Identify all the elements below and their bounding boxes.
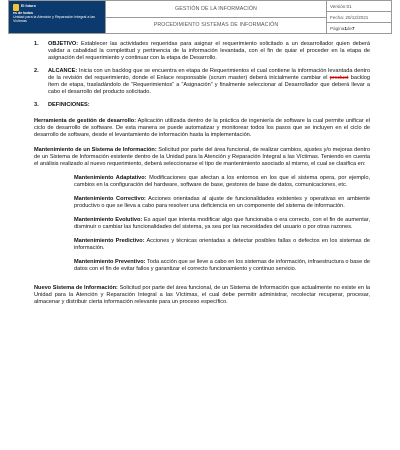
maintenance-type-text: Modificaciones que afectan a los entornos en los que el sistema opera, por ejemplo, cambios en la configuración del hardware, software de base, gestores de base de datos, comunicaciones, etc. bbox=[74, 174, 370, 188]
header-date: Fecha: 20/12/2021 bbox=[327, 11, 391, 22]
maintenance-type-text: Toda acción que se lleve a cabo en los sistemas de información, infraestructura o base de datos con el fin de evitar fallos y garantizar el correcto funcionamiento y continuo servicio. bbox=[74, 259, 370, 273]
section-alcance bbox=[34, 68, 370, 96]
definition-term: Herramienta de gestión de desarrollo: bbox=[34, 118, 137, 125]
maintenance-type-item bbox=[74, 238, 370, 252]
logo-line2: es de todos bbox=[13, 11, 33, 15]
definition-text: Solicitud por parte del área funcional, de un Sistema de Información que actualmente no existe en la Unidad para la Atención y Reparación Integral a las Víctimas, el cual debe permitir administrar, recolectar recuperar, procesar, almacenar y distribuir cierta información relevante para un proceso específico. bbox=[34, 285, 370, 306]
definition-text: Aplicación utilizada dentro de la práctica de ingeniería de software la cual permite unificar el ciclo de desarrollo de software. De esta manera se puede automatizar y monitorear todos los pasos que se incluyen en el ciclo de desarrollo de software, desde el levantamiento de información hasta la implementación. bbox=[34, 118, 370, 139]
document-body bbox=[34, 41, 370, 313]
maintenance-type-text: Es aquel que intenta modificar algo que funcionaba o era correcto, con el fin de aumentar, disminuir o cambiar las funcionalidades del sistema, ya sea por las necesidades del usuario o por otras razones. bbox=[74, 216, 371, 230]
maintenance-type-label: Mantenimiento Evolutivo: bbox=[74, 216, 143, 223]
definition-text: Solicitud por parte del área funcional, de realizar cambios, ajustes y/o mejoras dentro de un Sistema de Información existente dentro de la Unidad para la Atención y Reparación Integral a las Víctimas. Teniendo en cuenta el análisis realizado al nuevo requerimiento, deberá seleccionarse el tipo de mantenimiento asociado al mismo, el cual se clasifica en: bbox=[34, 146, 370, 167]
institution-logo bbox=[9, 1, 105, 33]
section-definiciones bbox=[34, 102, 370, 109]
document-header bbox=[8, 0, 392, 34]
maintenance-type-label: Mantenimiento Adaptativo: bbox=[74, 174, 147, 181]
header-title-bottom: PROCEDIMIENTO SISTEMAS DE INFORMACIÓN bbox=[106, 17, 326, 34]
section-text-continued: backlog ítem de etapa, trasladándolo de “Requerimientos” a “Asignación” y finalmente seleccionar al Desarrollador que deberá llevar a cabo el desarrollo del producto solicitado. bbox=[48, 75, 370, 96]
section-text: Establecer las actividades requeridas para asignar el requerimiento solicitado a un desarrollador quien deberá validar a cabalidad la completitud y pertinencia de la información levantada, con el fin de quiar el proceder en la etapa de asignación del requerimiento y continuar con la etapa de Desarrollo. bbox=[48, 41, 370, 62]
section-number: 2. bbox=[34, 68, 39, 75]
maintenance-type-label: Mantenimiento Correctivo: bbox=[74, 195, 146, 202]
definition-mantenimiento bbox=[34, 147, 370, 168]
section-label: OBJETIVO: bbox=[48, 41, 79, 47]
maintenance-type-item bbox=[74, 196, 370, 210]
definition-herramienta bbox=[34, 118, 370, 139]
maintenance-type-item bbox=[74, 259, 370, 273]
definition-term: Mantenimiento de un Sistema de Información: bbox=[34, 146, 157, 153]
header-title-block bbox=[105, 1, 327, 33]
section-objetivo bbox=[34, 41, 370, 62]
maintenance-type-text: Acciones orientadas al ajuste de funcionalidades existentes y operativas en ambiente productivo o que se lleva a cabo para resolver una deficiencia en un componente del sistema de información. bbox=[74, 195, 370, 209]
maintenance-type-text: Acciones y técnicas orientadas a detectar posibles fallas o defectos en los sistemas de información. bbox=[74, 237, 370, 251]
section-label: ALCANCE: bbox=[48, 68, 78, 75]
maintenance-type-label: Mantenimiento Preventivo: bbox=[74, 259, 146, 266]
section-number: 1. bbox=[34, 41, 39, 47]
definition-term: Nuevo Sistema de Información: bbox=[34, 285, 118, 292]
section-label: DEFINICIONES: bbox=[48, 102, 90, 109]
maintenance-type-item bbox=[74, 217, 370, 231]
logo-line3: Unidad para la Atención y Reparación Integral a las Víctimas bbox=[13, 15, 95, 24]
header-meta-block bbox=[327, 1, 391, 33]
section-number: 3. bbox=[34, 102, 39, 109]
maintenance-type-item bbox=[74, 175, 370, 189]
definition-nuevo-sistema bbox=[34, 285, 370, 306]
header-version: Versión:01 bbox=[330, 3, 352, 9]
header-page: Página 1 de 7 bbox=[327, 22, 391, 33]
maintenance-type-label: Mantenimiento Predictivo: bbox=[74, 237, 145, 244]
section-text: Inicia con un backlog que se encuentra en etapa de Requerimientos el cual contiene la información levantada dentro de la revisión del requerimiento, donde el Enlace responsable (scrum master) deberá inicialmente cambiar el bbox=[48, 68, 370, 82]
coat-of-arms-icon bbox=[13, 4, 19, 11]
logo-line1: El futuro bbox=[21, 4, 36, 8]
tracked-deletion: product bbox=[329, 75, 349, 82]
header-title-top: GESTIÓN DE LA INFORMACIÓN bbox=[175, 5, 257, 12]
